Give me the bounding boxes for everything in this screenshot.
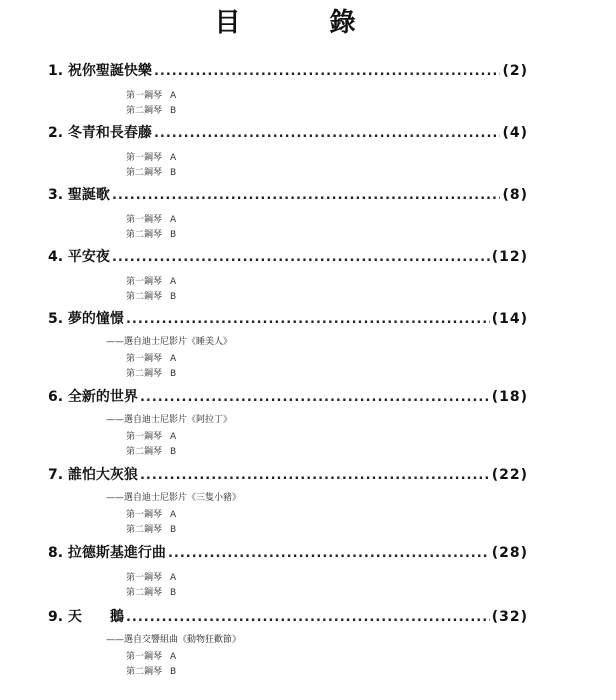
toc-entry-title: 5. 夢的憧憬 — [48, 311, 124, 327]
toc-part-label: 第一鋼琴 — [126, 652, 163, 662]
toc-entry-title: 2. 冬青和長春藤 — [48, 125, 152, 141]
toc-part-row — [126, 649, 176, 662]
toc-part-label: 第一鋼琴 — [126, 91, 163, 101]
toc-page-number: (32) — [491, 609, 528, 625]
toc-part-letter: B — [170, 168, 177, 178]
toc-part-row — [126, 351, 176, 364]
toc-part-letter: B — [170, 588, 177, 598]
toc-part-letter: A — [170, 153, 177, 163]
toc-entry-title: 3. 聖誕歌 — [48, 187, 110, 203]
toc-page-number: (18) — [491, 389, 528, 405]
toc-part-row — [126, 227, 176, 240]
toc-entry-line — [48, 246, 528, 266]
toc-part-label: 第二鋼琴 — [126, 447, 163, 457]
toc-part-row — [126, 507, 176, 520]
toc-part-row — [126, 429, 176, 442]
toc-part-letter: B — [170, 106, 177, 116]
toc-part-row — [126, 664, 176, 677]
toc-part-row — [126, 103, 176, 116]
toc-part-label: 第二鋼琴 — [126, 292, 163, 302]
toc-entry-source: ——選自交響組曲《動物狂歡節》 — [106, 635, 242, 645]
toc-part-label: 第二鋼琴 — [126, 230, 163, 240]
toc-part-letter: A — [170, 432, 177, 442]
toc-part-label: 第二鋼琴 — [126, 667, 163, 677]
toc-entry-title: 6. 全新的世界 — [48, 389, 138, 405]
toc-entry-line — [48, 122, 528, 142]
toc-part-label: 第一鋼琴 — [126, 432, 163, 442]
toc-entry-line — [48, 464, 528, 484]
toc-part-letter: A — [170, 215, 177, 225]
toc-page-number: (4) — [502, 125, 528, 141]
toc-entry[interactable] — [48, 606, 528, 677]
toc-part-row — [126, 585, 176, 598]
toc-part-row — [126, 212, 176, 225]
toc-entry[interactable] — [48, 60, 528, 116]
toc-entry-line — [48, 308, 528, 328]
toc-entry-source: ——選自迪士尼影片《睡美人》 — [106, 337, 233, 347]
toc-page-number: (14) — [491, 311, 528, 327]
toc-part-letter: B — [170, 369, 177, 379]
toc-part-label: 第一鋼琴 — [126, 354, 163, 364]
toc-page-number: (8) — [502, 187, 528, 203]
toc-part-letter: B — [170, 230, 177, 240]
toc-part-letter: A — [170, 510, 177, 520]
toc-entry[interactable] — [48, 246, 528, 302]
dot-leader — [154, 126, 501, 141]
toc-part-row — [126, 88, 176, 101]
toc-part-label: 第二鋼琴 — [126, 168, 163, 178]
toc-page-number: (2) — [502, 63, 528, 79]
toc-part-label: 第二鋼琴 — [126, 588, 163, 598]
toc-part-row — [126, 289, 176, 302]
toc-part-row — [126, 522, 176, 535]
toc-entry-title: 4. 平安夜 — [48, 249, 110, 265]
toc-part-label: 第二鋼琴 — [126, 106, 163, 116]
toc-part-label: 第一鋼琴 — [126, 277, 163, 287]
toc-entry[interactable] — [48, 308, 528, 379]
toc-entry-line — [48, 386, 528, 406]
toc-part-letter: A — [170, 573, 177, 583]
toc-entry-title: 7. 誰怕大灰狼 — [48, 467, 138, 483]
dot-leader — [126, 312, 490, 327]
toc-part-letter: A — [170, 91, 177, 101]
toc-part-letter: B — [170, 292, 177, 302]
dot-leader — [112, 188, 501, 203]
toc-part-row — [126, 165, 176, 178]
toc-entry-line — [48, 184, 528, 204]
toc-part-label: 第一鋼琴 — [126, 510, 163, 520]
toc-entry-line — [48, 542, 528, 562]
toc-page-number: (12) — [491, 249, 528, 265]
toc-part-letter: A — [170, 652, 177, 662]
toc-part-row — [126, 570, 176, 583]
toc-part-row — [126, 444, 176, 457]
toc-part-label: 第一鋼琴 — [126, 215, 163, 225]
toc-entry-title: 9. 天 鵝 — [48, 609, 124, 625]
toc-entry[interactable] — [48, 542, 528, 598]
page-title: 目 錄 — [214, 8, 396, 38]
toc-part-letter: B — [170, 447, 177, 457]
toc-entry-line — [48, 60, 528, 80]
toc-part-letter: B — [170, 525, 177, 535]
dot-leader — [112, 250, 490, 265]
toc-entry[interactable] — [48, 464, 528, 535]
dot-leader — [154, 64, 501, 79]
toc-entry-title: 8. 拉德斯基進行曲 — [48, 545, 166, 561]
toc-page-number: (22) — [491, 467, 528, 483]
toc-part-row — [126, 366, 176, 379]
dot-leader — [168, 546, 490, 561]
toc-entry-source: ——選自迪士尼影片《阿拉丁》 — [106, 415, 233, 425]
dot-leader — [140, 390, 490, 405]
toc-entry[interactable] — [48, 122, 528, 178]
toc-entry[interactable] — [48, 184, 528, 240]
toc-part-label: 第二鋼琴 — [126, 369, 163, 379]
toc-page-number: (28) — [491, 545, 528, 561]
toc-part-label: 第一鋼琴 — [126, 153, 163, 163]
toc-entry-source: ——選自迪士尼影片《三隻小豬》 — [106, 493, 242, 503]
toc-part-label: 第一鋼琴 — [126, 573, 163, 583]
toc-part-letter: B — [170, 667, 177, 677]
dot-leader — [140, 468, 490, 483]
toc-part-label: 第二鋼琴 — [126, 525, 163, 535]
toc-part-row — [126, 150, 176, 163]
toc-entry-title: 1. 祝你聖誕快樂 — [48, 63, 152, 79]
toc-part-letter: A — [170, 354, 177, 364]
toc-part-letter: A — [170, 277, 177, 287]
toc-part-row — [126, 274, 176, 287]
toc-entry[interactable] — [48, 386, 528, 457]
dot-leader — [126, 610, 490, 625]
toc-entry-line — [48, 606, 528, 626]
